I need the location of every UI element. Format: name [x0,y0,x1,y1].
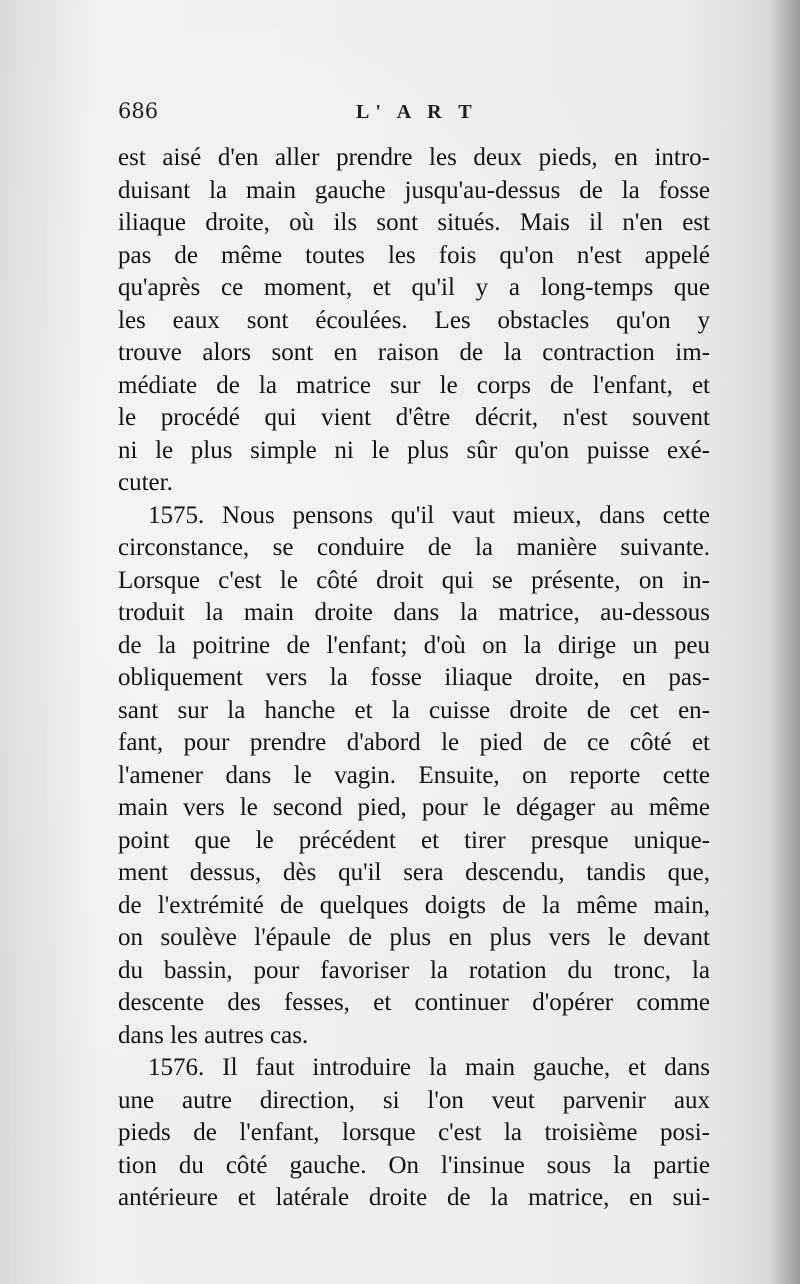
text-line: on soulève l'épaule de plus en plus vers le devant [118,924,710,951]
text-line: descente des fesses, et continuer d'opérer comme [118,989,710,1016]
text-line: circonstance, se conduire de la manière suivante. [118,534,710,561]
text-line: pas de même toutes les fois qu'on n'est appelé [118,241,710,269]
page-header [118,97,708,137]
text-line: l'amener dans le vagin. Ensuite, on reporte cette [118,761,710,789]
text-line: ment dessus, dès qu'il sera descendu, tandis que, [118,859,710,886]
text-line: sant sur la hanche et la cuisse droite de cet en- [118,696,710,724]
text-line: fant, pour prendre d'abord le pied de ce côté et [118,729,710,756]
text-line: médiate de la matrice sur le corps de l'enfant, et [118,371,710,399]
text-line: de la poitrine de l'enfant; d'où on la dirige un peu [118,631,710,659]
text-line: iliaque droite, où ils sont situés. Mais il n'en est [118,209,710,236]
text-line: 1576. Il faut introduire la main gauche, et dans [148,1054,710,1081]
text-line: trouve alors sont en raison de la contraction im- [118,339,710,366]
page-number: 686 [118,99,159,123]
text-line: une autre direction, si l'on veut parvenir aux [118,1086,710,1114]
running-head: L' A R T [356,101,478,123]
text-line: dans les autres cas. [118,1021,309,1049]
page-shadow [0,0,100,1284]
text-line: main vers le second pied, pour le dégager au même [118,794,710,821]
text-line: duisant la main gauche jusqu'au-dessus de la fosse [118,176,710,204]
text-line: tion du côté gauche. On l'insinue sous la partie [118,1151,710,1179]
text-line: antérieure et latérale droite de la matrice, en sui- [118,1184,710,1211]
text-line: point que le précédent et tirer presque unique- [118,826,710,854]
text-line: qu'après ce moment, et qu'il y a long-temps que [118,274,710,301]
text-line: ni le plus simple ni le plus sûr qu'on puisse exé- [118,436,710,464]
text-line: Lorsque c'est le côté droit qui se présente, on in- [118,566,710,594]
body-text [118,142,710,1215]
text-line: les eaux sont écoulées. Les obstacles qu'on y [118,306,710,334]
text-line: troduit la main droite dans la matrice, au-dessous [118,599,710,626]
text-line: est aisé d'en aller prendre les deux pieds, en intro- [118,144,710,171]
text-line: 1575. Nous pensons qu'il vaut mieux, dans cette [148,501,710,529]
text-line: obliquement vers la fosse iliaque droite, en pas- [118,664,710,691]
text-line: le procédé qui vient d'être décrit, n'est souvent [118,404,710,431]
text-line: pieds de l'enfant, lorsque c'est la troisième posi- [118,1119,710,1146]
text-line: du bassin, pour favoriser la rotation du tronc, la [118,956,710,984]
text-line: de l'extrémité de quelques doigts de la même main, [118,891,710,919]
text-line: cuter. [118,469,173,496]
